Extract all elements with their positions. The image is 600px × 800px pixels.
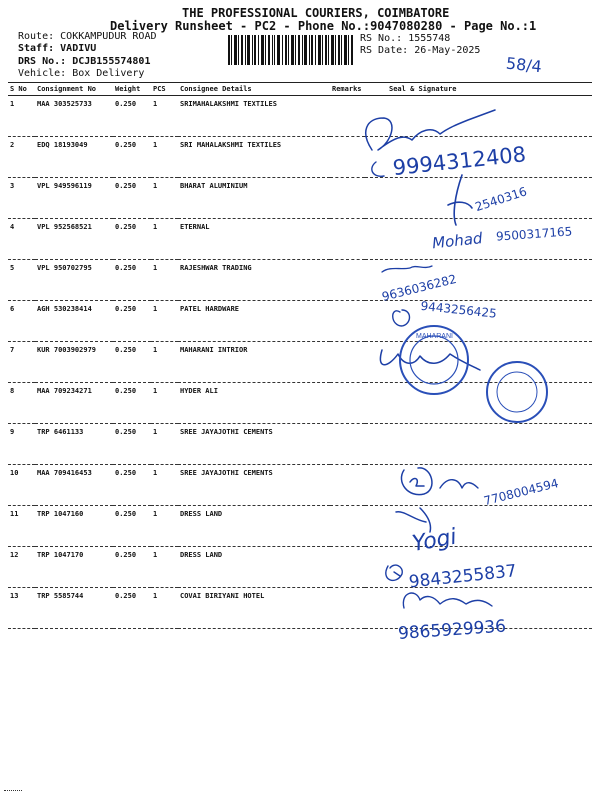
cell-weight: 0.250	[113, 301, 151, 342]
cell-consignee: BHARAT ALUMINIUM	[178, 178, 330, 219]
cell-consignee: MAHARANI INTRIOR	[178, 342, 330, 383]
handwritten-phone-12: 9843255837	[407, 561, 518, 593]
handwritten-name-4: Mohad	[431, 229, 484, 253]
cell-consignment: MAA 303525733	[35, 96, 113, 137]
cell-consignee: PATEL HARDWARE	[178, 301, 330, 342]
cell-consignee: ETERNAL	[178, 219, 330, 260]
cell-sno: 9	[8, 424, 35, 465]
circle-mark-row-12	[386, 565, 402, 580]
signature-row-5	[382, 266, 432, 272]
cell-pcs: 1	[151, 506, 178, 547]
cell-consignment: VPL 949596119	[35, 178, 113, 219]
route-value: COKKAMPUDUR ROAD	[60, 31, 157, 42]
cell-consignment: VPL 952568521	[35, 219, 113, 260]
signature-row-7	[380, 350, 480, 370]
cell-consignment: TRP 1047170	[35, 547, 113, 588]
handwritten-phone-6: 9443256425	[419, 298, 498, 321]
stamp-right	[487, 362, 547, 422]
cell-consignee: SREE JAYAJOTHI CEMENTS	[178, 424, 330, 465]
signature-row-13	[403, 593, 492, 608]
page-corner-mark	[4, 790, 22, 795]
cell-consignee: COVAI BIRIYANI HOTEL	[178, 588, 330, 629]
stamp-right-outer-ring	[487, 362, 547, 422]
cell-pcs: 1	[151, 383, 178, 424]
cell-weight: 0.250	[113, 383, 151, 424]
drs-value: DCJB155574801	[72, 56, 151, 67]
route-label: Route:	[18, 31, 55, 42]
handwritten-name-12: Yogi	[410, 524, 459, 557]
cell-pcs: 1	[151, 96, 178, 137]
cell-sno: 13	[8, 588, 35, 629]
signature-row-11	[396, 508, 431, 532]
cell-weight: 0.250	[113, 588, 151, 629]
col-consignee: Consignee Details	[178, 83, 330, 96]
cell-consignee: SREE JAYAJOTHI CEMENTS	[178, 465, 330, 506]
col-weight: Weight	[113, 83, 151, 96]
cell-sno: 7	[8, 342, 35, 383]
cell-weight: 0.250	[113, 137, 151, 178]
handwritten-phone-4: 9500317165	[495, 224, 573, 244]
cell-sno: 5	[8, 260, 35, 301]
stamp-left	[400, 326, 468, 394]
cell-pcs: 1	[151, 260, 178, 301]
handwritten-phone-10: 7708004594	[482, 476, 560, 509]
cell-pcs: 1	[151, 547, 178, 588]
cell-weight: 0.250	[113, 424, 151, 465]
cell-sno: 2	[8, 137, 35, 178]
col-sno: S No	[8, 83, 35, 96]
cell-sno: 8	[8, 383, 35, 424]
handwritten-count: 58/4	[505, 53, 543, 77]
staff-value: VADIVU	[60, 43, 97, 54]
cell-sno: 6	[8, 301, 35, 342]
cell-consignee: RAJESHWAR TRADING	[178, 260, 330, 301]
cell-consignment: VPL 950702795	[35, 260, 113, 301]
handwritten-note-3: 2540316	[473, 184, 529, 215]
cell-weight: 0.250	[113, 342, 151, 383]
rs-date-value: 26-May-2025	[414, 45, 481, 56]
vehicle-label: Vehicle:	[18, 68, 67, 79]
cell-sno: 4	[8, 219, 35, 260]
cell-consignment: KUR 7003902979	[35, 342, 113, 383]
signature-row-1	[366, 110, 495, 150]
drs-label: DRS No.:	[18, 56, 67, 67]
cell-pcs: 1	[151, 588, 178, 629]
cell-pcs: 1	[151, 424, 178, 465]
cell-weight: 0.250	[113, 219, 151, 260]
cell-pcs: 1	[151, 465, 178, 506]
stamp-left-text: MAHARANI	[416, 333, 453, 340]
cell-consignment: TRP 1047160	[35, 506, 113, 547]
cell-consignee: SRIMAHALAKSHMI TEXTILES	[178, 96, 330, 137]
cell-weight: 0.250	[113, 96, 151, 137]
cell-sno: 12	[8, 547, 35, 588]
cell-sno: 1	[8, 96, 35, 137]
cell-consignee: DRESS LAND	[178, 506, 330, 547]
handwritten-phone-1: 9994312408	[391, 142, 528, 181]
signature-row-3	[448, 175, 472, 225]
handwritten-phone-5: 9636036282	[380, 271, 458, 304]
runsheet-line: Delivery Runsheet - PC2 - Phone No.:9047080280 - Page No.:1	[110, 19, 537, 33]
col-remarks: Remarks	[330, 83, 365, 96]
staff-label: Staff:	[18, 43, 55, 54]
handwritten-phone-13: 9865929936	[397, 616, 507, 645]
company-title: THE PROFESSIONAL COURIERS, COIMBATORE	[182, 6, 450, 20]
cell-consignment: EDQ 18193049	[35, 137, 113, 178]
cell-consignee: DRESS LAND	[178, 547, 330, 588]
cell-pcs: 1	[151, 301, 178, 342]
stamp-right-inner-ring	[497, 372, 537, 412]
cell-weight: 0.250	[113, 547, 151, 588]
cell-pcs: 1	[151, 219, 178, 260]
cell-consignee: SRI MAHALAKSHMI TEXTILES	[178, 137, 330, 178]
col-seal-signature: Seal & Signature	[365, 83, 592, 96]
cell-weight: 0.250	[113, 178, 151, 219]
cell-pcs: 1	[151, 342, 178, 383]
cell-consignment: TRP 5585744	[35, 588, 113, 629]
signature-row-10	[440, 480, 478, 488]
rs-no-value: 1555748	[408, 33, 451, 44]
ink-hook-row-1	[372, 162, 384, 176]
rs-date-label: RS Date:	[360, 45, 409, 56]
cell-consignment: TRP 6461133	[35, 424, 113, 465]
cell-consignment: AGH 530238414	[35, 301, 113, 342]
cell-sno: 11	[8, 506, 35, 547]
cell-weight: 0.250	[113, 506, 151, 547]
cell-weight: 0.250	[113, 260, 151, 301]
cell-consignment: MAA 709416453	[35, 465, 113, 506]
rs-no-label: RS No.:	[360, 33, 403, 44]
cell-consignment: MAA 709234271	[35, 383, 113, 424]
circle-mark-row-10	[401, 468, 432, 495]
cell-consignee: HYDER ALI	[178, 383, 330, 424]
vehicle-value: Box Delivery	[72, 68, 145, 79]
cell-weight: 0.250	[113, 465, 151, 506]
cell-sno: 10	[8, 465, 35, 506]
cell-pcs: 1	[151, 178, 178, 219]
col-pcs: PCS	[151, 83, 178, 96]
cell-pcs: 1	[151, 137, 178, 178]
cell-sno: 3	[8, 178, 35, 219]
col-consignment: Consignment No	[35, 83, 113, 96]
signature-row-6	[393, 310, 410, 326]
